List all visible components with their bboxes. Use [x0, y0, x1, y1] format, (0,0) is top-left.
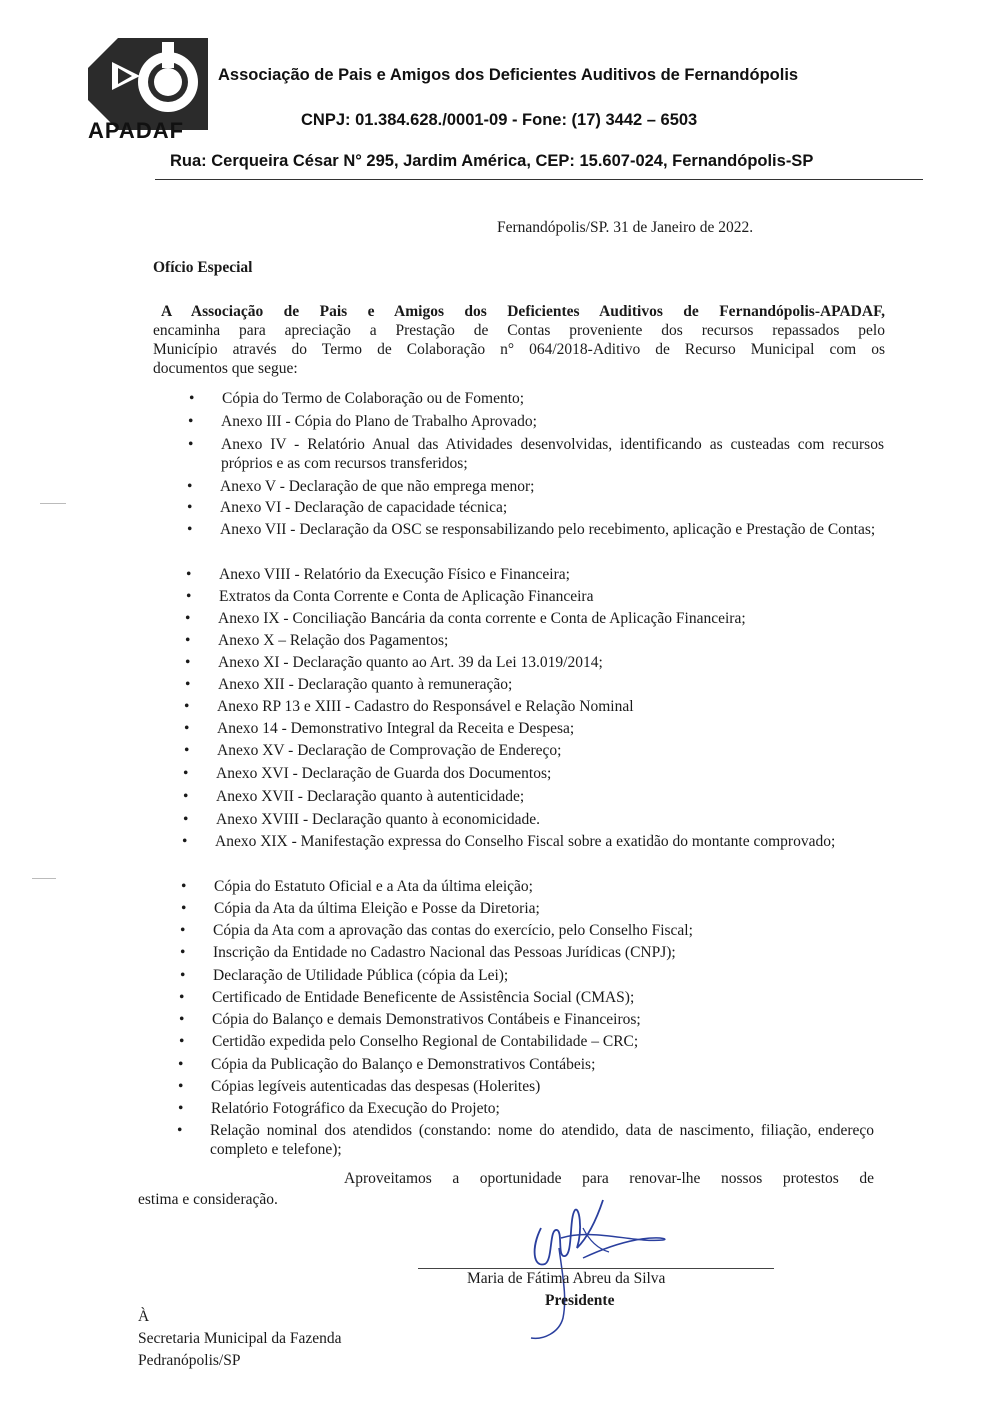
signer-role: Presidente [545, 1292, 615, 1309]
bullet-icon: • [185, 632, 191, 649]
bullet-icon: • [179, 1011, 185, 1028]
list-item: • Relatório Fotográfico da Execução do Projeto; [178, 1100, 500, 1117]
list-item: • Anexo XVII - Declaração quanto à autenticidade; [183, 788, 525, 805]
signer-name: Maria de Fátima Abreu da Silva [467, 1270, 666, 1287]
list-item: • Anexo XVIII - Declaração quanto à economicidade. [183, 811, 541, 828]
list-item: • Cópia da Ata com a aprovação das contas do exercício, pelo Conselho Fiscal; [180, 922, 693, 939]
list-item: • Cópia do Termo de Colaboração ou de Fomento; [189, 390, 525, 407]
list-item: • Cópias legíveis autenticadas das despesas (Holerites) [178, 1078, 541, 1095]
list-item: • Anexo VI - Declaração de capacidade técnica; [187, 499, 508, 516]
bullet-icon: • [183, 765, 189, 782]
bullet-icon: • [188, 413, 194, 430]
bullet-icon: • [186, 566, 192, 583]
bullet-icon: • [182, 833, 188, 850]
list-item: • Anexo XVI - Declaração de Guarda dos Documentos; [183, 765, 552, 782]
date-line: Fernandópolis/SP. 31 de Janeiro de 2022. [497, 219, 754, 236]
bullet-icon: • [184, 720, 190, 737]
bullet-icon: • [189, 390, 195, 407]
list-item: • Anexo XII - Declaração quanto à remuneração; [185, 676, 513, 693]
list-item: • Certificado de Entidade Beneficente de Assistência Social (CMAS); [179, 989, 635, 1006]
closing-line: estima e consideração. [138, 1191, 278, 1208]
closing-paragraph [138, 1168, 874, 1210]
list-item: • Anexo XIX - Manifestação expressa do Conselho Fiscal sobre a exatidão do montante comprovado; [182, 833, 836, 850]
bullet-icon: • [185, 654, 191, 671]
header-divider [155, 179, 923, 180]
logo-wordmark: APADAF [88, 118, 185, 143]
list-item: • Inscrição da Entidade no Cadastro Nacional das Pessoas Jurídicas (CNPJ); [180, 944, 676, 961]
list-item: • Anexo 14 - Demonstrativo Integral da Receita e Despesa; [184, 720, 575, 737]
bullet-icon: • [180, 944, 186, 961]
list-item: • Anexo RP 13 e XIII - Cadastro do Responsável e Relação Nominal [184, 698, 634, 715]
list-item: • Anexo V - Declaração de que não emprega menor; [187, 478, 535, 495]
bullet-icon: • [177, 1122, 183, 1139]
bullet-icon: • [186, 588, 192, 605]
list-item: • Certidão expedida pelo Conselho Regional de Contabilidade – CRC; [179, 1033, 639, 1050]
list-item: • Declaração de Utilidade Pública (cópia da Lei); [180, 967, 509, 984]
list-item: • Anexo IX - Conciliação Bancária da conta corrente e Conta de Aplicação Financeira; [185, 610, 746, 627]
list-item: • Relação nominal dos atendidos (constando: nome do atendido, data de nascimento, filiação, endereço completo e telefone); [177, 1122, 874, 1158]
bullet-icon: • [180, 967, 186, 984]
bullet-icon: • [181, 878, 187, 895]
bullet-icon: • [178, 1100, 184, 1117]
bullet-icon: • [184, 742, 190, 759]
organization-address: Rua: Cerqueira César N° 295, Jardim América, CEP: 15.607-024, Fernandópolis-SP [170, 152, 814, 170]
bullet-icon: • [187, 499, 193, 516]
intro-line: encaminha para apreciação a Prestação de Contas proveniente dos recursos repassados pelo [153, 322, 885, 339]
organization-cnpj-phone: CNPJ: 01.384.628./0001-09 - Fone: (17) 3442 – 6503 [301, 111, 698, 129]
bullet-icon: • [187, 521, 193, 538]
recipient-department: Secretaria Municipal da Fazenda [138, 1330, 342, 1347]
bullet-icon: • [178, 1056, 184, 1073]
list-item: • Anexo IV - Relatório Anual das Atividades desenvolvidas, identificando as custeadas com recursos próprios e as com recursos transferidos; [188, 436, 884, 472]
list-item: • Extratos da Conta Corrente e Conta de Aplicação Financeira [186, 588, 594, 605]
list-item: • Anexo VII - Declaração da OSC se responsabilizando pelo recebimento, aplicação e Prestação de Contas; [187, 521, 876, 538]
scan-mark [32, 878, 56, 879]
scan-mark [40, 503, 66, 504]
list-item: • Anexo VIII - Relatório da Execução Físico e Financeira; [186, 566, 570, 583]
bullet-icon: • [183, 811, 189, 828]
intro-line: documentos que segue: [153, 360, 298, 377]
bullet-icon: • [179, 989, 185, 1006]
intro-line: Município através do Termo de Colaboração n° 064/2018-Aditivo de Recurso Municipal com os [153, 341, 885, 358]
list-item: • Cópia do Balanço e demais Demonstrativos Contábeis e Financeiros; [179, 1011, 641, 1028]
recipient-to: À [138, 1308, 150, 1325]
recipient-city: Pedranópolis/SP [138, 1352, 241, 1369]
list-item: • Anexo X – Relação dos Pagamentos; [185, 632, 449, 649]
bullet-icon: • [181, 900, 187, 917]
bullet-icon: • [184, 698, 190, 715]
bullet-icon: • [187, 478, 193, 495]
closing-line: Aproveitamos a oportunidade para renovar-lhe nossos protestos de [344, 1170, 874, 1187]
intro-paragraph [153, 302, 885, 378]
list-item: • Cópia do Estatuto Oficial e a Ata da última eleição; [181, 878, 533, 895]
list-item: • Anexo XI - Declaração quanto ao Art. 39 da Lei 13.019/2014; [185, 654, 603, 671]
bullet-icon: • [188, 436, 194, 453]
document-title: Ofício Especial [153, 259, 253, 276]
intro-lead: A Associação de Pais e Amigos dos Deficientes Auditivos de Fernandópolis-APADAF, [161, 303, 885, 320]
list-item: • Cópia da Ata da última Eleição e Posse da Diretoria; [181, 900, 540, 917]
bullet-icon: • [185, 610, 191, 627]
list-item: • Anexo III - Cópia do Plano de Trabalho Aprovado; [188, 413, 537, 430]
signature-line [418, 1268, 774, 1269]
list-item: • Cópia da Publicação do Balanço e Demonstrativos Contábeis; [178, 1056, 596, 1073]
list-item: • Anexo XV - Declaração de Comprovação de Endereço; [184, 742, 562, 759]
recipient-block [138, 1306, 342, 1372]
bullet-icon: • [185, 676, 191, 693]
bullet-icon: • [183, 788, 189, 805]
organization-name: Associação de Pais e Amigos dos Deficientes Auditivos de Fernandópolis [218, 66, 799, 84]
bullet-icon: • [180, 922, 186, 939]
bullet-icon: • [178, 1078, 184, 1095]
bullet-icon: • [179, 1033, 185, 1050]
